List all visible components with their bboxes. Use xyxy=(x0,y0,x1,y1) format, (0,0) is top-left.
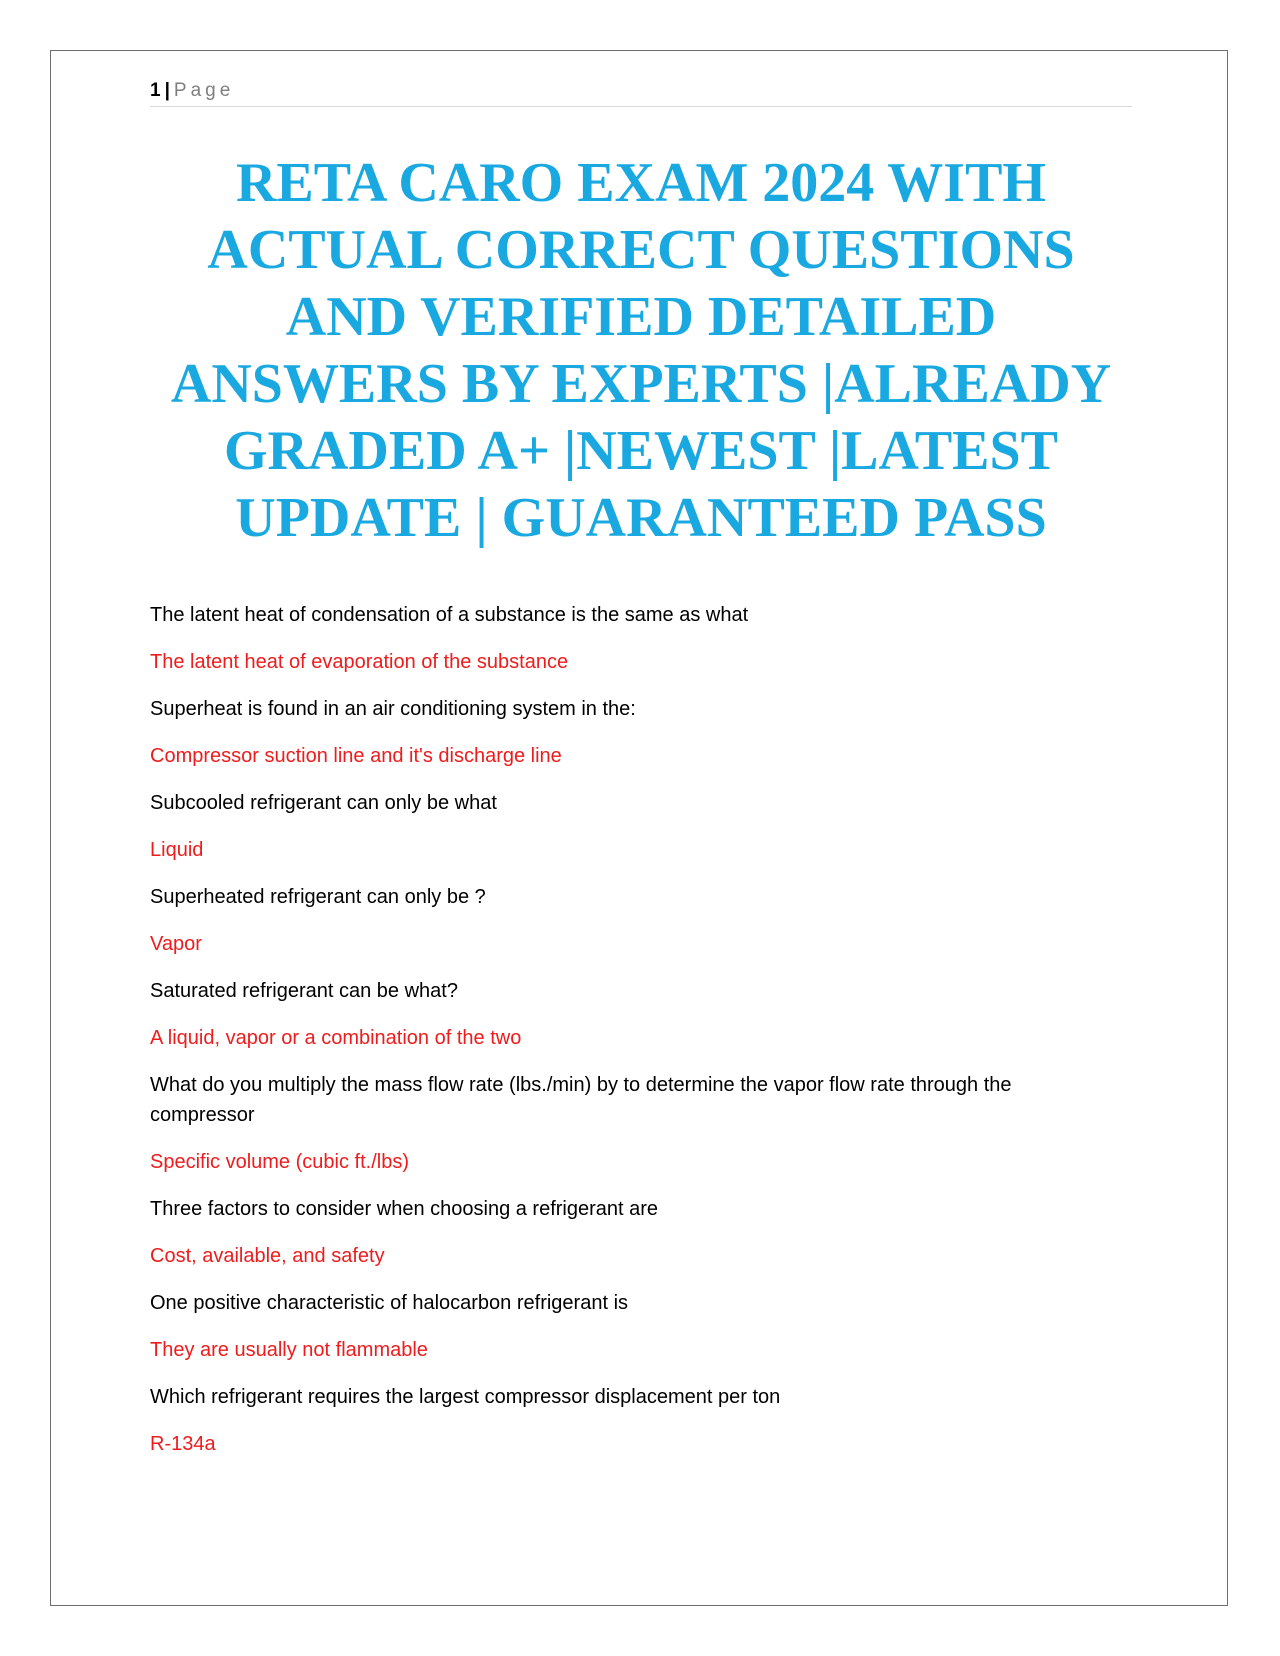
answer-5: A liquid, vapor or a combination of the two xyxy=(150,1027,522,1049)
page-header-separator: | xyxy=(164,80,170,101)
question-6: What do you multiply the mass flow rate (lbs./min) by to determine the vapor flow rate through the compressor xyxy=(150,1074,1012,1126)
page-label: Page xyxy=(173,80,235,101)
question-3: Subcooled refrigerant can only be what xyxy=(150,792,497,814)
question-2: Superheat is found in an air conditioning system in the: xyxy=(150,698,636,720)
question-5: Saturated refrigerant can be what? xyxy=(150,980,458,1002)
page-number: 1 xyxy=(150,80,161,101)
question-7: Three factors to consider when choosing a refrigerant are xyxy=(150,1198,659,1220)
answer-8: They are usually not flammable xyxy=(150,1339,428,1361)
document-title: RETA CARO EXAM 2024 WITH ACTUAL CORRECT QUESTIONS AND VERIFIED DETAILED ANSWERS BY EXPERTS |ALREADY GRADED A+ |NEWEST |LATEST UPDATE | GUARANTEED PASS xyxy=(170,152,1112,549)
qa-list xyxy=(150,600,1090,1476)
question-9: Which refrigerant requires the largest compressor displacement per ton xyxy=(150,1386,781,1408)
answer-9: R-134a xyxy=(150,1433,216,1455)
answer-2: Compressor suction line and it's discharge line xyxy=(150,745,562,767)
question-4: Superheated refrigerant can only be ? xyxy=(150,886,486,908)
page-header xyxy=(150,78,1132,107)
answer-3: Liquid xyxy=(150,839,204,861)
answer-7: Cost, available, and safety xyxy=(150,1245,385,1267)
question-8: One positive characteristic of halocarbon refrigerant is xyxy=(150,1292,629,1314)
answer-6: Specific volume (cubic ft./lbs) xyxy=(150,1151,409,1173)
answer-1: The latent heat of evaporation of the substance xyxy=(150,651,569,673)
answer-4: Vapor xyxy=(150,933,202,955)
question-1: The latent heat of condensation of a substance is the same as what xyxy=(150,604,749,626)
